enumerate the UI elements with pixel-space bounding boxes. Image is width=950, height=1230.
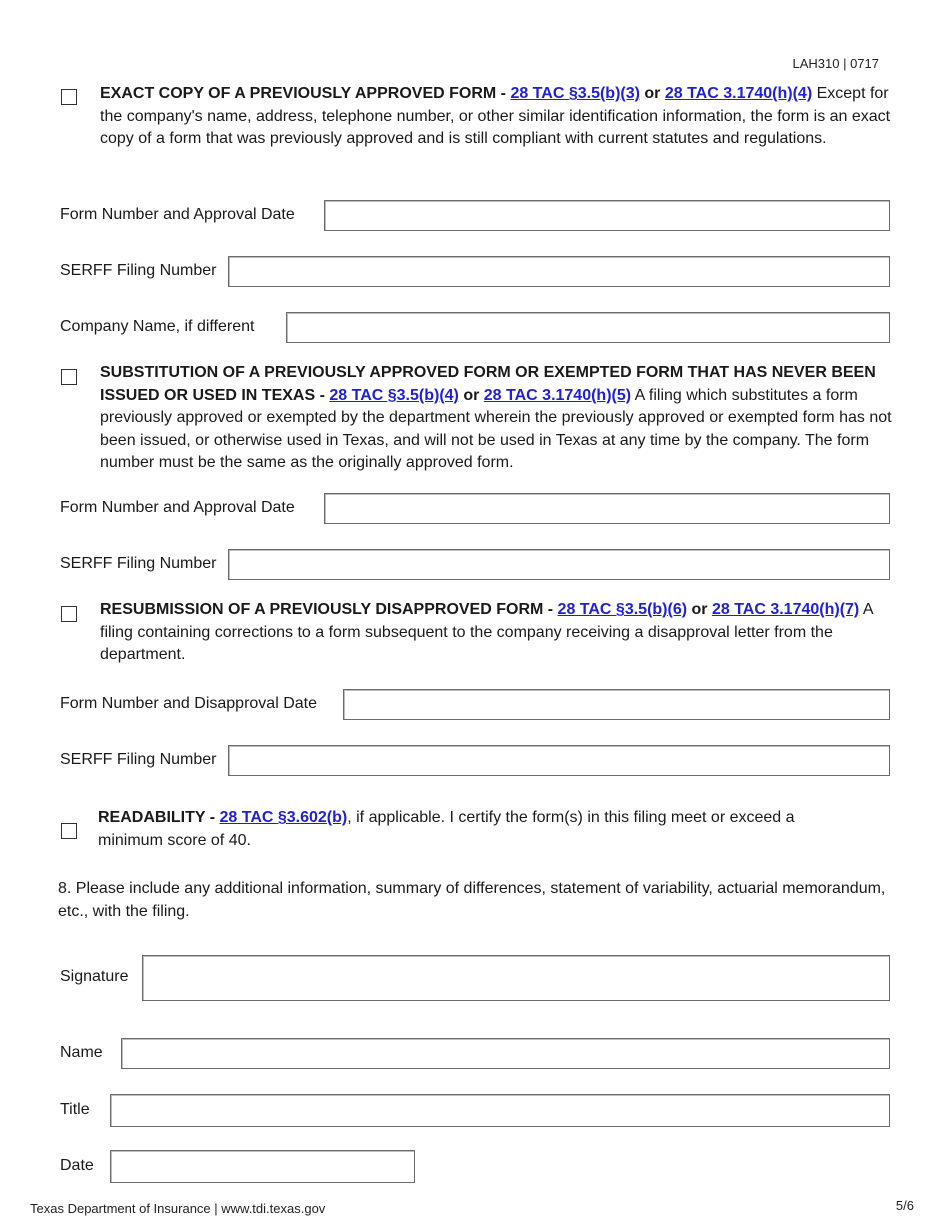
date-label: Date bbox=[60, 1157, 94, 1174]
resubmission-or: or bbox=[687, 601, 712, 618]
footer-organization: Texas Department of Insurance | www.tdi.texas.gov bbox=[30, 1201, 326, 1216]
exact-copy-title: EXACT COPY OF A PREVIOUSLY APPROVED FORM - bbox=[100, 85, 511, 102]
resubmission-body: A filing containing corrections to a form subsequent to the company receiving a disapproval letter from the department. bbox=[100, 601, 873, 663]
substitution-title: SUBSTITUTION OF A PREVIOUSLY APPROVED FORM OR EXEMPTED FORM THAT HAS NEVER BEEN ISSUED OR USED IN TEXAS - bbox=[100, 364, 876, 404]
substitution-checkbox[interactable] bbox=[61, 369, 77, 385]
exact-copy-serff-label: SERFF Filing Number bbox=[60, 262, 217, 279]
readability-checkbox[interactable] bbox=[61, 823, 77, 839]
resubmission-form-number-field[interactable] bbox=[343, 689, 890, 720]
resubmission-description bbox=[100, 599, 895, 667]
substitution-form-number-label: Form Number and Approval Date bbox=[60, 499, 295, 516]
resubmission-serff-label: SERFF Filing Number bbox=[60, 751, 217, 768]
resubmission-link-3-1740[interactable]: 28 TAC 3.1740(h)(7) bbox=[711, 601, 860, 618]
resubmission-checkbox[interactable] bbox=[61, 606, 77, 622]
exact-copy-description bbox=[100, 83, 895, 151]
page-number: 5/6 bbox=[895, 1198, 914, 1213]
substitution-link-3-5[interactable]: 28 TAC §3.5(b)(4) bbox=[329, 386, 459, 404]
readability-body: , if applicable. I certify the form(s) in this filing meet or exceed a minimum score of 40. bbox=[98, 809, 795, 849]
date-field[interactable] bbox=[110, 1150, 415, 1183]
title-label: Title bbox=[60, 1101, 90, 1118]
form-code: LAH310 | 0717 bbox=[792, 56, 879, 71]
substitution-description bbox=[100, 362, 895, 475]
substitution-serff-label: SERFF Filing Number bbox=[60, 555, 217, 572]
exact-copy-form-number-label: Form Number and Approval Date bbox=[60, 206, 295, 223]
resubmission-form-number-label: Form Number and Disapproval Date bbox=[60, 695, 317, 712]
exact-copy-company-field[interactable] bbox=[286, 312, 890, 343]
name-field[interactable] bbox=[121, 1038, 890, 1069]
exact-copy-body: Except for the company's name, address, telephone number, or other similar identification information, the form is an exact copy of a form that was previously approved and is still compliant with current statutes and regulations. bbox=[100, 85, 891, 147]
resubmission-title: RESUBMISSION OF A PREVIOUSLY DISAPPROVED FORM - bbox=[100, 601, 558, 618]
exact-copy-link-3-1740[interactable]: 28 TAC 3.1740(h)(4) bbox=[664, 85, 813, 102]
substitution-body: A filing which substitutes a form previously approved or exempted by the department wherein the previously approved or exempted form has not been issued, or otherwise used in Texas, and will not be used in Texas at any time by the company. The form number must be the same as the originally approved form. bbox=[100, 386, 892, 471]
substitution-link-3-1740[interactable]: 28 TAC 3.1740(h)(5) bbox=[483, 386, 632, 404]
resubmission-serff-field[interactable] bbox=[228, 745, 890, 776]
readability-title: READABILITY - bbox=[98, 809, 220, 826]
name-label: Name bbox=[60, 1044, 103, 1061]
signature-label: Signature bbox=[60, 968, 129, 985]
substitution-or: or bbox=[458, 386, 484, 404]
exact-copy-serff-field[interactable] bbox=[228, 256, 890, 287]
exact-copy-form-number-field[interactable] bbox=[324, 200, 890, 231]
exact-copy-link-3-5[interactable]: 28 TAC §3.5(b)(3) bbox=[510, 85, 640, 102]
resubmission-link-3-5[interactable]: 28 TAC §3.5(b)(6) bbox=[557, 601, 688, 618]
additional-info-note: 8. Please include any additional information, summary of differences, statement of variability, actuarial memorandum, etc., with the filing. bbox=[58, 880, 886, 920]
exact-copy-company-label: Company Name, if different bbox=[60, 318, 255, 335]
substitution-form-number-field[interactable] bbox=[324, 493, 890, 524]
readability-link-3-602[interactable]: 28 TAC §3.602(b) bbox=[219, 809, 348, 826]
exact-copy-or: or bbox=[639, 85, 665, 102]
readability-description bbox=[98, 807, 858, 852]
title-field[interactable] bbox=[110, 1094, 890, 1127]
signature-field[interactable] bbox=[142, 955, 890, 1001]
exact-copy-checkbox[interactable] bbox=[61, 89, 77, 105]
substitution-serff-field[interactable] bbox=[228, 549, 890, 580]
